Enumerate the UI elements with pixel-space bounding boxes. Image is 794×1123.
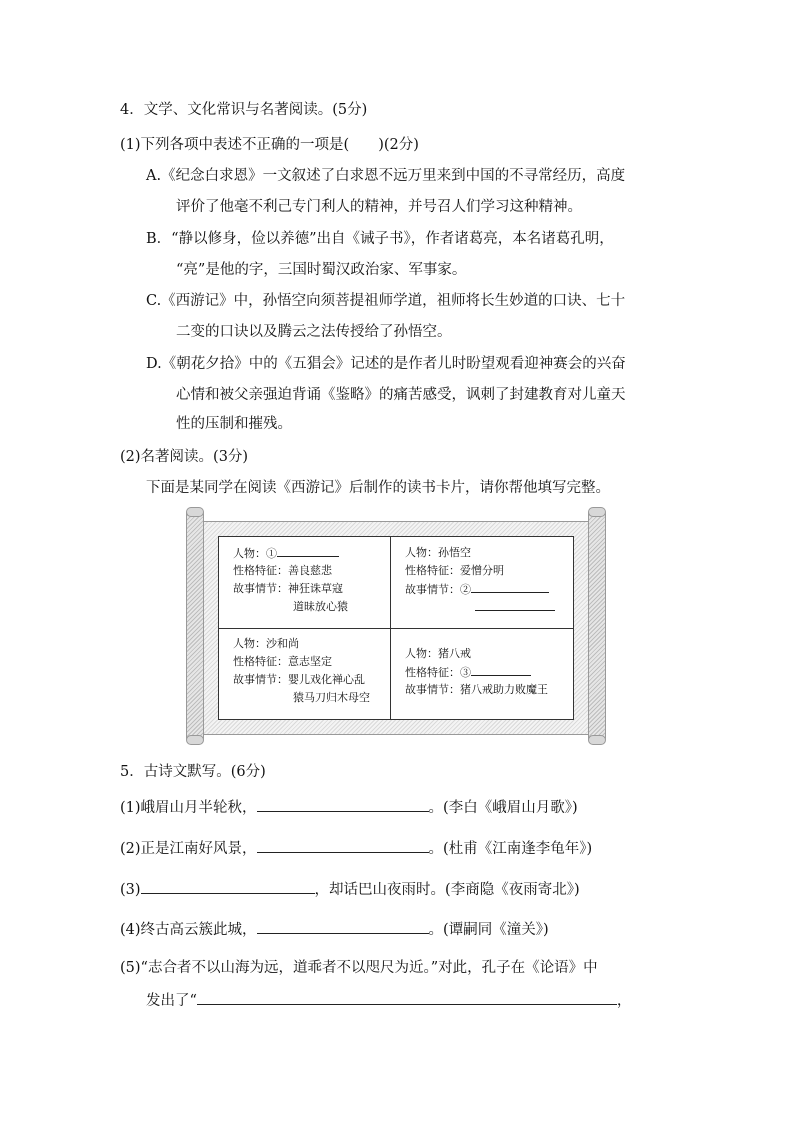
option-b-line2: “亮”是他的字，三国时蜀汉政治家、军事家。 [176,262,467,278]
card-cell-bottom-left [233,635,370,707]
poem-blank-2[interactable] [257,837,429,853]
poem-blank-1[interactable] [257,796,429,812]
scroll-paper [204,521,588,735]
answer-blank-2b[interactable] [475,598,555,611]
card-tr-person: 人物：孙悟空 [405,546,471,559]
card-cell-bottom-right [405,645,548,699]
answer-blank-3[interactable] [471,663,531,676]
poem-blank-4[interactable] [257,918,429,934]
poem-blank-3[interactable] [141,878,315,894]
q5-item-5-line2: 发出了“ ， [146,989,631,1011]
q5-item-3: (3) ，却话巴山夜雨时。(李商隐《夜雨寄北》) [120,878,580,900]
option-a-line2: 评价了他毫不利己专门利人的精神，并号召人们学习这种精神。 [176,199,582,215]
answer-blank-1[interactable] [277,544,339,557]
q5-item-5-line1: (5)“志合者不以山海为远，道乖者不以咫尺为近。”对此，孔子在《论语》中 [120,960,598,976]
card-bl-person: 人物：沙和尚 [233,637,299,650]
q5-item-4: (4)终古高云簇此城， 。(谭嗣同《潼关》) [120,918,549,940]
scroll-rod-left [186,507,204,745]
card-cell-top-right [405,544,555,616]
q4-sub1: (1)下列各项中表述不正确的一项是( )(2分) [120,137,419,153]
q5-title: 5．古诗文默写。(6分) [120,764,266,780]
card-tl-trait: 性格特征：善良慈悲 [233,564,332,577]
card-br-trait: 性格特征：③ [405,666,471,679]
card-tl-person: 人物：① [233,547,277,560]
scroll-rod-right [588,507,606,745]
card-bl-trait: 性格特征：意志坚定 [233,655,332,668]
card-tl-plot1: 故事情节：神狂诛草寇 [233,582,343,595]
q4-sub2-intro: 下面是某同学在阅读《西游记》后制作的读书卡片，请你帮他填写完整。 [146,480,610,496]
q4-sub2: (2)名著阅读。(3分) [120,449,249,465]
option-d-line2: 心情和被父亲强迫背诵《鉴略》的痛苦感受，讽刺了封建教育对儿童天 [176,387,626,403]
card-bl-plot2: 猿马刀归木母空 [293,691,370,704]
option-a-line1: A.《纪念白求恩》一文叙述了白求恩不远万里来到中国的不寻常经历，高度 [146,168,626,184]
reading-card-scroll [186,507,608,745]
card-cell-top-left [233,544,348,616]
card-tl-plot2: 道昧放心猿 [293,600,348,613]
option-d-line3: 性的压制和摧残。 [176,416,292,432]
option-c-line1: C.《西游记》中，孙悟空向须菩提祖师学道，祖师将长生妙道的口诀、七十 [146,293,626,309]
option-c-line2: 二变的口诀以及腾云之法传授给了孙悟空。 [176,324,452,340]
q5-item-2: (2)正是江南好风景， 。(杜甫《江南逢李龟年》) [120,837,592,859]
card-tr-trait: 性格特征：爱憎分明 [405,564,504,577]
q4-title: 4．文学、文化常识与名著阅读。(5分) [120,102,368,118]
q5-item-1: (1)峨眉山月半轮秋， 。(李白《峨眉山月歌》) [120,796,578,818]
option-d-line1: D.《朝花夕拾》中的《五猖会》记述的是作者儿时盼望观看迎神赛会的兴奋 [146,356,626,372]
answer-blank-2a[interactable] [471,580,549,593]
card-br-plot1: 故事情节：猪八戒助力败魔王 [405,683,548,696]
option-b-line1: B．“静以修身，俭以养德”出自《诫子书》，作者诸葛亮，本名诸葛孔明， [146,231,614,247]
reading-card-table [218,536,574,720]
card-br-person: 人物：猪八戒 [405,647,471,660]
poem-blank-5[interactable] [197,989,617,1005]
card-tr-plot1: 故事情节：② [405,583,471,596]
card-bl-plot1: 故事情节：婴儿戏化禅心乱 [233,673,365,686]
